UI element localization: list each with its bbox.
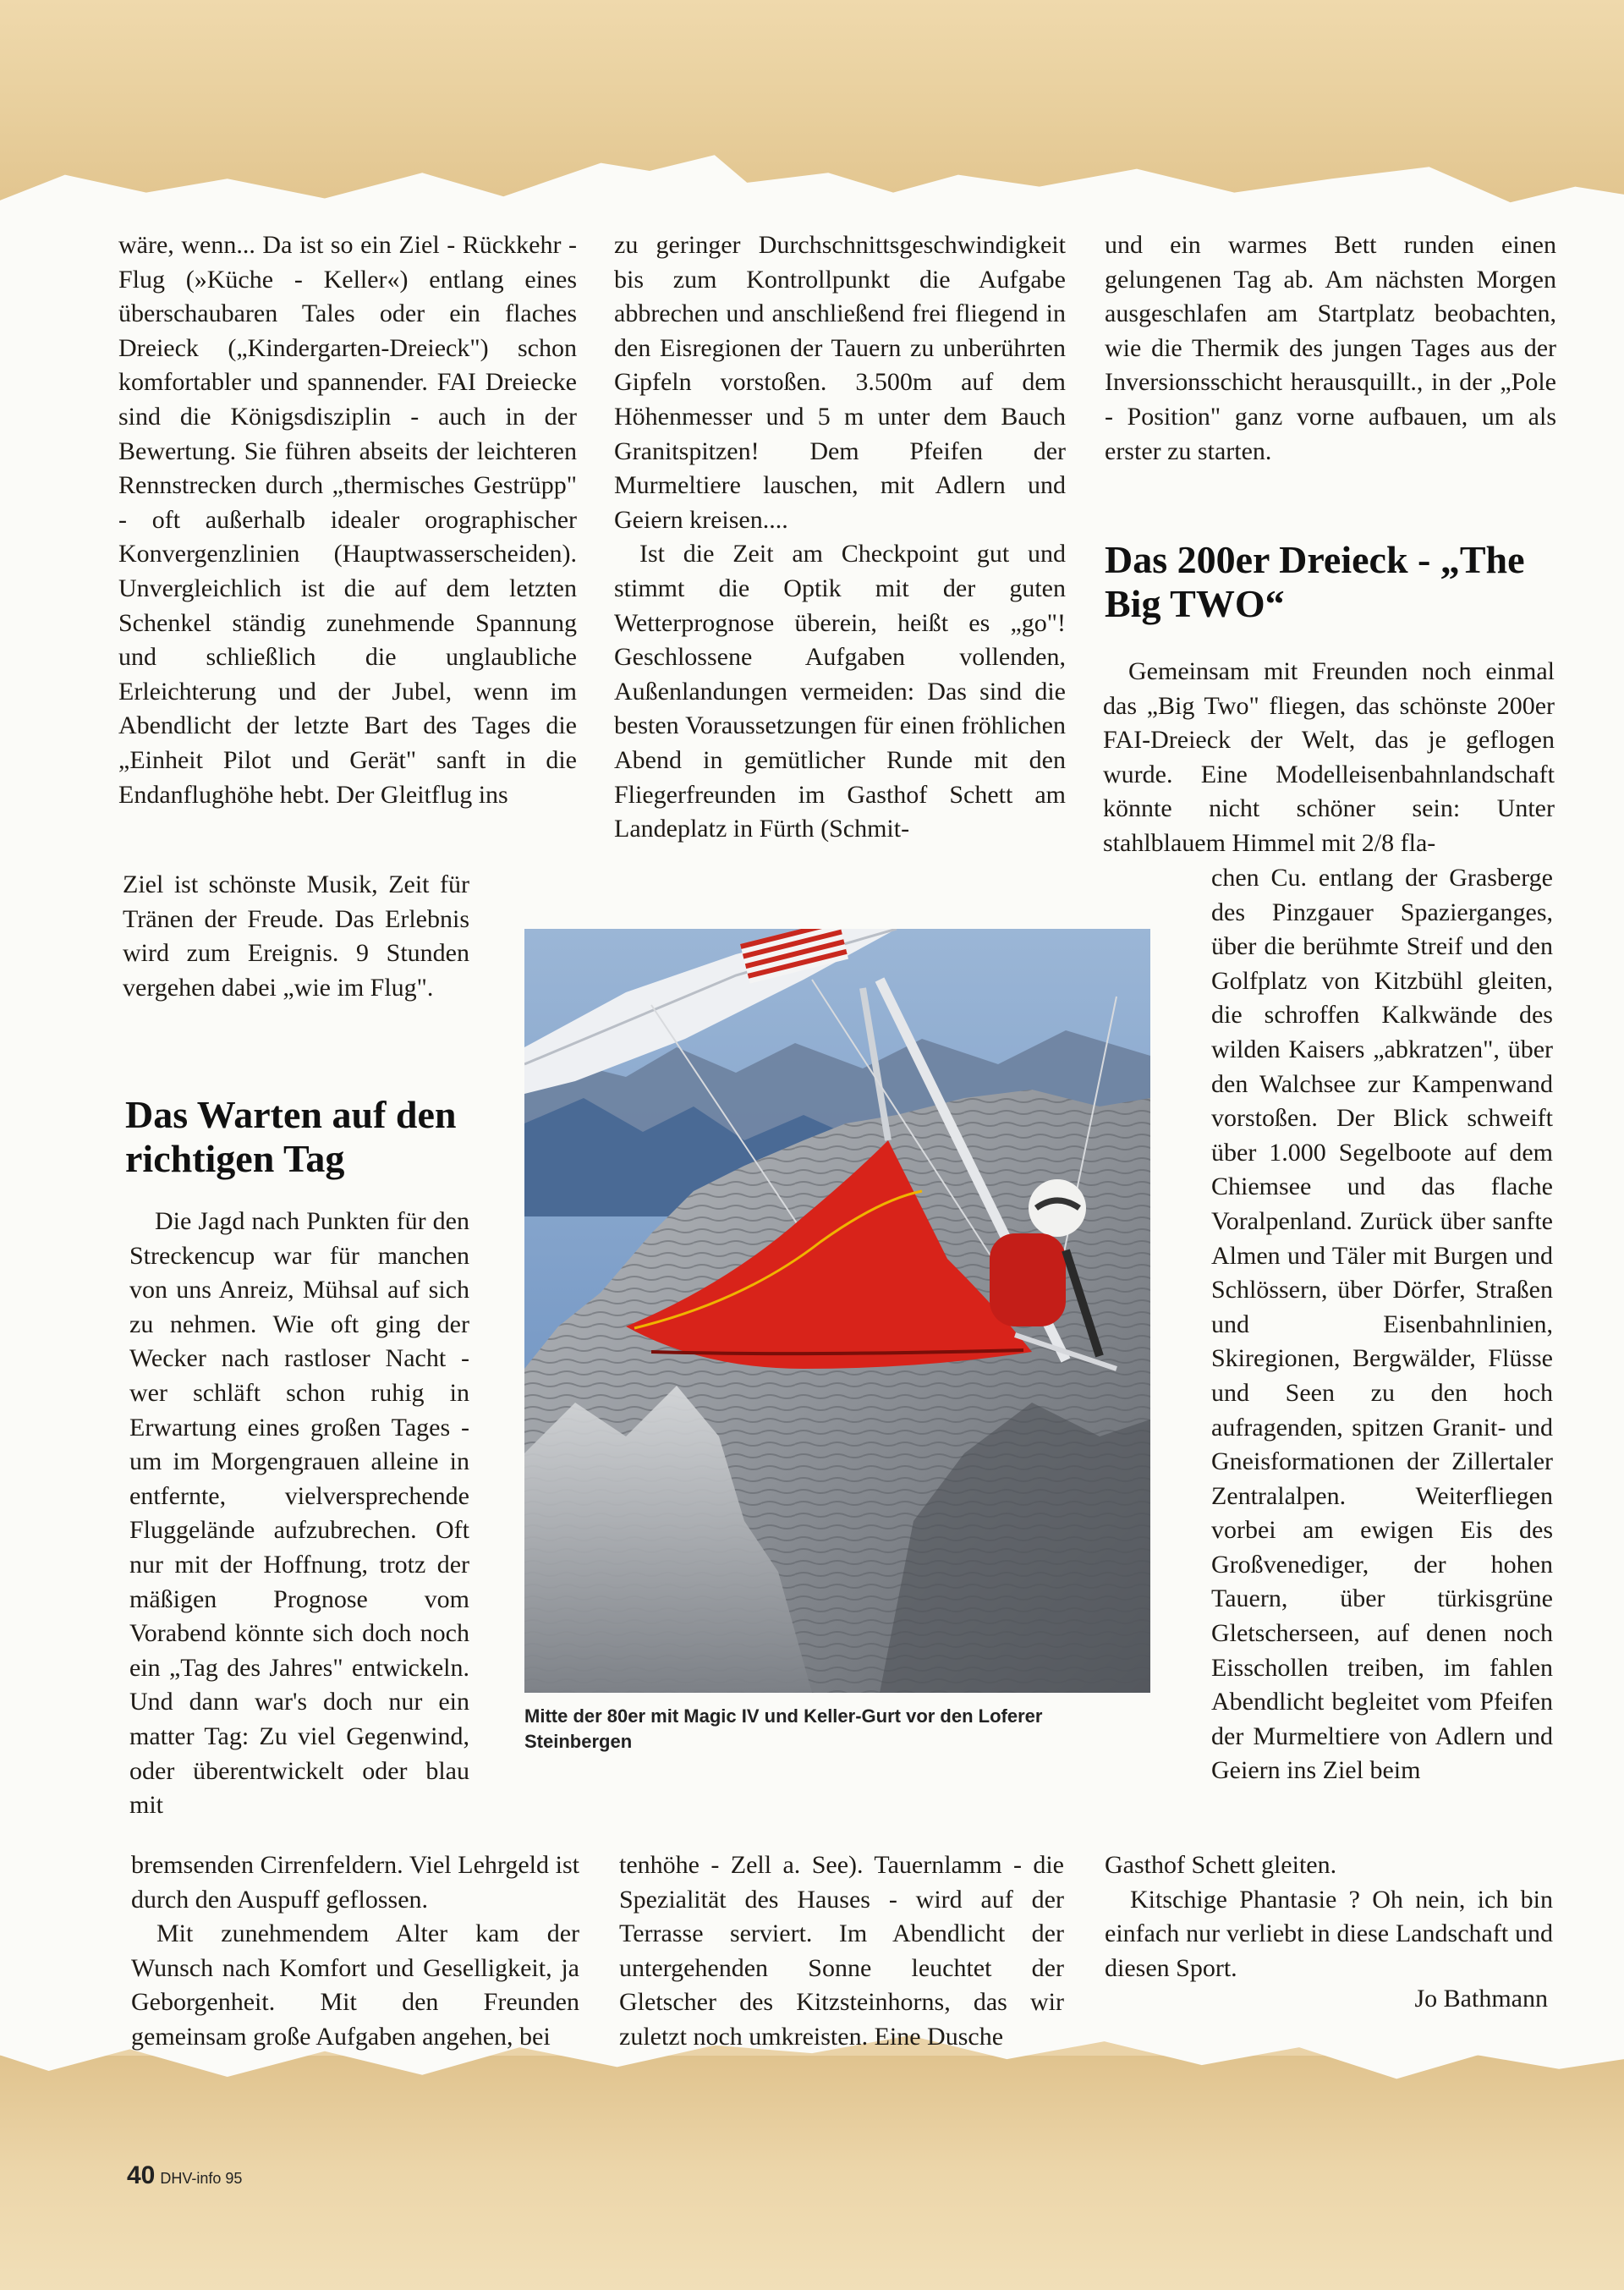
column-1-paragraph-2: Die Jagd nach Punkten für den Streckencup war für manchen von uns Anreiz, Mühsal auf sich zu nehmen. Wie oft ging der Wecker nach rastloser Nacht - wer schläft schon ruhig in Erwartung eines großen Tages - um im Morgengrauen alleine in entfernte, vielversprechende Fluggelände aufzubrechen. Oft nur mit der Hoffnung, trotz der mäßigen Prognose vom Vorabend könnte sich doch noch ein „Tag des Jahres" entwickeln. Und dann war's doch nur ein matter Tag: Zu viel Gegenwind, oder überentwickelt oder blau mit xyxy=(129,1207,469,1820)
column-3-middle xyxy=(1103,655,1555,861)
column-2-bottom xyxy=(619,1848,1064,2055)
parchment-bottom-border xyxy=(0,2056,1624,2290)
hang-glider-photo xyxy=(524,929,1150,1693)
page-number: 40 xyxy=(127,2161,156,2189)
column-2-paragraph-2: Ist die Zeit am Checkpoint gut und stimmt die Optik mit der guten Wetterprognose überein, heißt es „go"! Geschlossene Aufgaben vollenden, Außenlandungen vermeiden: Das sind die besten Voraussetzungen für einen fröhlichen Abend in gemütlicher Runde mit den Fliegerfreunden im Gasthof Schett am Landeplatz in Fürth (Schmit- xyxy=(614,540,1066,843)
parchment-top-border xyxy=(0,0,1624,203)
column-1-paragraph-2-continued: bremsenden Cirrenfeldern. Viel Lehrgeld ist durch den Auspuff geflossen. xyxy=(131,1851,579,1914)
column-3-bottom xyxy=(1105,1848,1553,1985)
column-1-paragraph-1: wäre, wenn... Da ist so ein Ziel - Rückkehr - Flug (»Küche - Keller«) entlang eines überschaubaren Tales oder ein flaches Dreieck („Kindergarten-Dreieck") schon komfortabler und spannender. FAI Dreiecke sind die Königsdisziplin - auch in der Bewertung. Sie führen abseits der leichteren Rennstrecken durch „thermisches Gestrüpp" - oft außerhalb idealer orographischer Konvergenzlinien (Hauptwasserscheiden). Unvergleichlich ist die auf dem letzten Schenkel ständig zunehmende Spannung und schließlich die unglaubliche Erleichterung und der Jubel, wenn im Abendlicht der letzte Bart des Tages die „Einheit Pilot und Gerät" sanft in die Endanflughöhe hebt. Der Gleitflug ins xyxy=(118,231,577,809)
pilot-body xyxy=(990,1233,1066,1326)
column-1-top-narrow xyxy=(123,868,469,1005)
author-name: Jo Bathmann xyxy=(1414,1985,1548,2013)
column-3-paragraph-3: Kitschige Phantasie ? Oh nein, ich bin einfach nur verliebt in diese Landschaft und diesen Sport. xyxy=(1105,1885,1553,1982)
magazine-name: DHV-info 95 xyxy=(160,2170,243,2187)
column-3-top xyxy=(1105,228,1556,469)
column-2-paragraph-3: tenhöhe - Zell a. See). Tauernlamm - die Spezialität des Hauses - wird auf der Terrasse serviert. Im Abendlicht der untergehenden Sonne leuchtet der Gletscher des Kitzsteinhorns, das wir zuletzt noch umkreisten. Eine Dusche xyxy=(619,1851,1064,2051)
heading-das-200er-dreieck: Das 200er Dreieck - „The Big TWO“ xyxy=(1105,538,1525,625)
column-3-paragraph-2-continued: chen Cu. entlang der Grasberge des Pinzgauer Spazierganges, über die berühmte Streif und den Golfplatz von Kitzbühl gleiten, die schroffen Kalkwände des wilden Kaisers „abkratzen", über den Walchsee zur Kampenwand vorstoßen. Der Blick schweift über 1.000 Segelboote auf dem Chiemsee und das flache Voralpenland. Zurück über sanfte Almen und Täler mit Burgen und Schlössern, über Dörfer, Straßen und Eisenbahnlinien, Skiregionen, Bergwälder, Flüsse und Seen zu den hoch aufragenden, spitzen Granit- und Gneisformationen der Zillertaler Zentralalpen. Weiterfliegen vorbei am ewigen Eis des Großvenediger, der hohen Tauern, über türkisgrüne Gletscherseen, auf denen noch Eisschollen treiben, im fahlen Abendlicht begleitet vom Pfeifen der Murmeltiere von Adlern und Geiern ins Ziel beim xyxy=(1211,864,1553,1785)
column-1-top xyxy=(118,228,577,812)
column-2-top xyxy=(614,228,1066,847)
column-3-paragraph-2: Gemeinsam mit Freunden noch einmal das „Big Two" fliegen, das schönste 200er FAI-Dreieck der Welt, das je geflogen wurde. Eine Modelleisenbahnlandschaft könnte nicht schöner sein: Unter stahlblauem Himmel mit 2/8 fla- xyxy=(1103,657,1555,857)
column-1-middle xyxy=(129,1205,469,1823)
photo-caption: Mitte der 80er mit Magic IV und Keller-Gurt vor den Loferer Steinbergen xyxy=(524,1705,1043,1752)
page-footer xyxy=(127,2161,242,2190)
column-1-paragraph-3: Mit zunehmendem Alter kam der Wunsch nach Komfort und Geselligkeit, ja Geborgenheit. Mit den Freunden gemeinsam große Aufgaben angehen, bei xyxy=(131,1919,579,2051)
column-1-paragraph-1-continued: Ziel ist schönste Musik, Zeit für Tränen der Freude. Das Erlebnis wird zum Ereignis. 9 Stunden vergehen dabei „wie im Flug". xyxy=(123,870,469,1002)
column-3-paragraph-2-end: Gasthof Schett gleiten. xyxy=(1105,1851,1337,1879)
column-3-narrow xyxy=(1211,861,1553,1788)
column-3-paragraph-1: und ein warmes Bett runden einen gelungenen Tag ab. Am nächsten Morgen ausgeschlafen am Startplatz beobachten, wie die Thermik des jungen Tages aus der Inversionsschicht herausquillt., in der „Pole - Position" ganz vorne aufbauen, um als erster zu starten. xyxy=(1105,231,1556,465)
hang-glider-illustration xyxy=(524,929,1150,1693)
heading-das-warten: Das Warten auf den richtigen Tag xyxy=(125,1093,457,1180)
column-1-bottom xyxy=(131,1848,579,2055)
column-2-paragraph-1: zu geringer Durchschnittsgeschwindigkeit bis zum Kontrollpunkt die Aufgabe abbrechen und anschließend frei fliegend in den Eisregionen der Tauern zu unberührten Gipfeln vorstoßen. 3.500m auf dem Höhenmesser und 5 m unter dem Bauch Granitspitzen! Dem Pfeifen der Murmeltiere lauschen, mit Adlern und Geiern kreisen.... xyxy=(614,231,1066,534)
